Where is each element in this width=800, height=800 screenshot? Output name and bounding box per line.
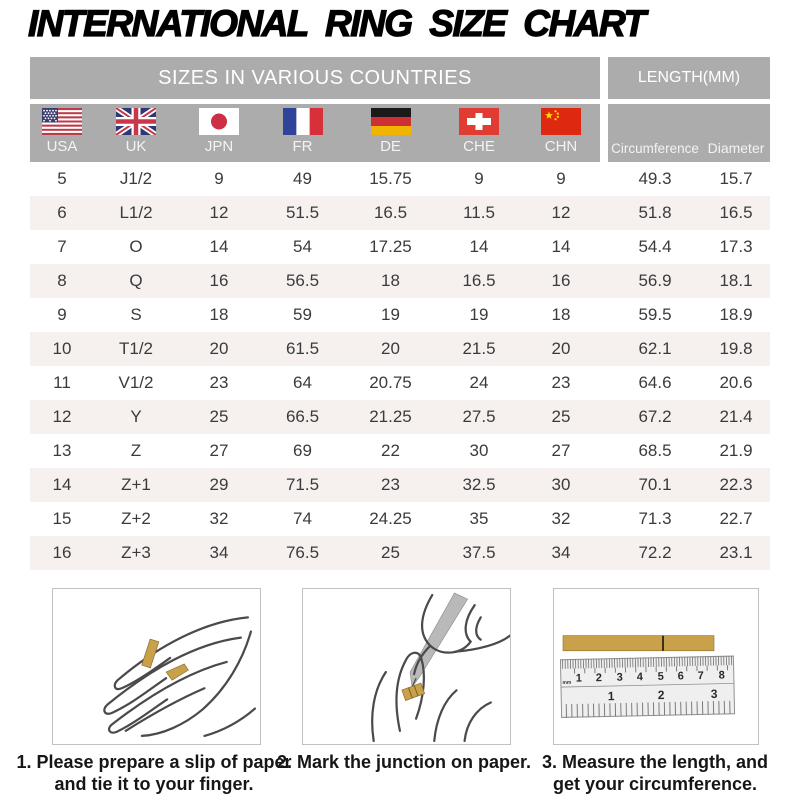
table-cell: 17.3 xyxy=(719,237,753,256)
table-cell: 30 xyxy=(551,475,571,494)
table-cell: Z+1 xyxy=(121,475,151,494)
table-cell: 25 xyxy=(551,407,571,426)
table-cell: 59.5 xyxy=(638,305,672,324)
table-cell: Z+3 xyxy=(121,543,151,562)
table-cell: 20.6 xyxy=(719,373,753,392)
column-label: JPN xyxy=(204,138,234,155)
table-cell: 18 xyxy=(209,305,229,324)
table-row xyxy=(30,366,770,400)
pen-marking-illustration xyxy=(303,589,510,744)
table-cell: 32.5 xyxy=(462,475,496,494)
table-cell: 19 xyxy=(469,305,489,324)
caption-line: 3. Measure the length, and xyxy=(541,752,769,772)
table-cell: 18 xyxy=(381,271,400,290)
caption-line: and tie it to your finger. xyxy=(54,774,254,794)
table-cell: 8 xyxy=(57,271,67,290)
table-cell: 19 xyxy=(381,305,400,324)
table-cell: 14 xyxy=(551,237,571,256)
svg-text:2: 2 xyxy=(595,672,603,685)
table-cell: 16.5 xyxy=(462,271,496,290)
table-row xyxy=(30,332,770,366)
column-label: USA xyxy=(46,138,78,155)
table-cell: 15.7 xyxy=(719,169,753,188)
table-cell: 21.9 xyxy=(719,441,753,460)
table-cell: 67.2 xyxy=(638,407,672,426)
length-columns xyxy=(608,104,770,162)
table-cell: 11.5 xyxy=(463,203,495,222)
table-cell: 16.5 xyxy=(373,203,408,222)
page-title: INTERNATIONAL RING SIZE CHART xyxy=(28,3,645,44)
table-cell: 72.2 xyxy=(638,543,672,562)
ring-size-table xyxy=(30,57,770,570)
table-cell: 23 xyxy=(381,475,400,494)
svg-text:5: 5 xyxy=(657,670,664,683)
table-cell: 12 xyxy=(551,203,571,222)
table-cell: 27 xyxy=(209,441,229,460)
illustration-box-1 xyxy=(52,588,261,745)
table-cell: 10 xyxy=(52,339,72,358)
table-cell: 21.4 xyxy=(719,407,753,426)
caption-line: 1. Please prepare a slip of paper xyxy=(16,752,292,772)
switzerland-flag-icon xyxy=(459,108,499,135)
table-cell: 22.3 xyxy=(719,475,753,494)
column-header-diameter: Diameter xyxy=(707,140,765,156)
table-cell: 20 xyxy=(209,339,229,358)
table-cell: 22.7 xyxy=(719,509,753,528)
table-row xyxy=(30,162,770,196)
table-cell: 5 xyxy=(57,169,67,188)
table-row xyxy=(30,298,770,332)
table-cell: 49.3 xyxy=(638,169,672,188)
hand-with-paper-illustration xyxy=(53,589,260,744)
table-cell: 56.9 xyxy=(638,271,672,290)
table-row xyxy=(30,230,770,264)
table-cell: 25 xyxy=(381,543,400,562)
column-header-circumference: Circumference xyxy=(611,141,699,156)
table-cell: 12 xyxy=(52,407,72,426)
header-divider xyxy=(600,104,608,162)
group-header-length: LENGTH(MM) xyxy=(608,57,770,99)
table-cell: 56.5 xyxy=(285,271,320,290)
country-columns xyxy=(30,104,600,162)
table-cell: 29 xyxy=(209,475,229,494)
table-cell: 14 xyxy=(469,237,489,256)
table-cell: 35 xyxy=(469,509,489,528)
table-row xyxy=(30,536,770,570)
table-cell: 64 xyxy=(293,373,312,392)
table-cell: 37.5 xyxy=(462,543,496,562)
france-flag-icon xyxy=(283,108,323,135)
table-cell: 25 xyxy=(209,407,229,426)
table-cell: 9 xyxy=(556,169,566,188)
table-cell: 15 xyxy=(52,509,72,528)
table-cell: 30 xyxy=(469,441,489,460)
column-header-che xyxy=(436,104,522,162)
table-cell: S xyxy=(130,305,142,324)
table-cell: 18.1 xyxy=(719,271,753,290)
table-cell: 27.5 xyxy=(462,407,496,426)
table-cell: V1/2 xyxy=(118,373,154,392)
table-cell: 16.5 xyxy=(719,203,753,222)
table-row xyxy=(30,196,770,230)
table-cell: Z+2 xyxy=(121,509,151,528)
germany-flag-icon xyxy=(371,108,411,135)
svg-text:6: 6 xyxy=(677,670,684,683)
illustration-box-3 xyxy=(553,588,759,745)
table-cell: 23.1 xyxy=(719,543,753,562)
caption-line: get your circumference. xyxy=(552,774,758,794)
column-label: UK xyxy=(125,138,147,155)
column-header-chn xyxy=(522,104,600,162)
ruler xyxy=(560,656,734,717)
table-cell: 54 xyxy=(293,237,312,256)
table-cell: 20.75 xyxy=(369,373,412,392)
header-divider xyxy=(600,57,608,99)
table-group-header xyxy=(30,57,770,99)
table-cell: 16 xyxy=(209,271,229,290)
table-cell: 14 xyxy=(52,475,72,494)
column-header-de xyxy=(345,104,436,162)
table-cell: 15.75 xyxy=(369,169,412,188)
svg-text:3: 3 xyxy=(710,686,718,702)
instruction-caption-3 xyxy=(515,751,795,795)
table-cell: 9 xyxy=(214,169,224,188)
table-cell: 69 xyxy=(293,441,312,460)
column-header-usa xyxy=(30,104,94,162)
table-row xyxy=(30,502,770,536)
table-cell: 27 xyxy=(551,441,571,460)
usa-flag-icon xyxy=(42,108,82,135)
table-cell: 6 xyxy=(57,203,67,222)
table-cell: T1/2 xyxy=(118,339,154,358)
table-cell: 17.25 xyxy=(369,237,412,256)
column-header-jpn xyxy=(178,104,260,162)
table-cell: O xyxy=(129,237,143,256)
table-cell: 32 xyxy=(209,509,229,528)
group-header-countries: SIZES IN VARIOUS COUNTRIES xyxy=(30,57,600,99)
svg-text:8: 8 xyxy=(718,669,725,682)
table-cell: 34 xyxy=(209,543,229,562)
table-cell: J1/2 xyxy=(119,169,153,188)
table-cell: 49 xyxy=(293,169,312,188)
table-cell: 19.8 xyxy=(719,339,753,358)
table-cell: 76.5 xyxy=(285,543,320,562)
instruction-caption-1 xyxy=(14,751,294,795)
svg-text:1: 1 xyxy=(607,689,615,704)
table-cell: 20 xyxy=(551,339,571,358)
table-cell: 51.5 xyxy=(285,203,320,222)
table-cell: 74 xyxy=(293,509,312,528)
table-cell: 18.9 xyxy=(719,305,753,324)
table-cell: 16 xyxy=(551,271,571,290)
table-cell: Z xyxy=(130,441,142,460)
svg-text:mm: mm xyxy=(562,679,572,687)
svg-text:7: 7 xyxy=(697,669,704,683)
table-row xyxy=(30,468,770,502)
instruction-caption-2 xyxy=(264,751,544,773)
table-cell: 13 xyxy=(52,441,72,460)
svg-text:1: 1 xyxy=(575,672,583,685)
china-flag-icon xyxy=(541,108,581,135)
table-cell: 54.4 xyxy=(638,237,672,256)
ruler-illustration xyxy=(554,589,758,744)
svg-text:3: 3 xyxy=(616,671,624,684)
table-cell: 23 xyxy=(551,373,571,392)
table-cell: 11 xyxy=(53,373,71,392)
table-cell: 61.5 xyxy=(285,339,320,358)
table-cell: 66.5 xyxy=(285,407,320,426)
svg-text:4: 4 xyxy=(636,671,643,684)
table-cell: 24.25 xyxy=(369,509,412,528)
table-cell: 9 xyxy=(474,169,484,188)
table-cell: 51.8 xyxy=(638,203,672,222)
table-cell: 22 xyxy=(381,441,400,460)
caption-line: 2. Mark the junction on paper. xyxy=(276,752,532,772)
table-cell: 16 xyxy=(52,543,72,562)
table-body xyxy=(30,162,770,570)
column-label: CHN xyxy=(544,138,578,155)
table-cell: 62.1 xyxy=(638,339,672,358)
table-cell: 64.6 xyxy=(638,373,672,392)
illustration-box-2 xyxy=(302,588,511,745)
table-cell: 12 xyxy=(209,203,229,222)
table-cell: 32 xyxy=(551,509,571,528)
column-label: DE xyxy=(380,138,401,155)
table-row xyxy=(30,434,770,468)
column-header-fr xyxy=(260,104,345,162)
table-cell: 7 xyxy=(57,237,67,256)
uk-flag-icon xyxy=(116,108,156,135)
table-cell: 24 xyxy=(469,373,489,392)
table-cell: 71.3 xyxy=(638,509,672,528)
table-cell: 71.5 xyxy=(285,475,320,494)
paper-strip xyxy=(563,636,714,651)
table-cell: 59 xyxy=(293,305,312,324)
table-cell: 9 xyxy=(57,305,67,324)
table-cell: 34 xyxy=(551,543,571,562)
japan-flag-icon xyxy=(199,108,239,135)
table-cell: 70.1 xyxy=(638,475,672,494)
table-cell: 21.5 xyxy=(462,339,496,358)
table-cell: Q xyxy=(129,271,143,290)
table-cell: L1/2 xyxy=(119,203,153,222)
table-cell: 21.25 xyxy=(369,407,412,426)
table-cell: 14 xyxy=(209,237,229,256)
column-label: FR xyxy=(292,138,313,155)
table-cell: 20 xyxy=(381,339,400,358)
column-header-uk xyxy=(94,104,178,162)
table-row xyxy=(30,400,770,434)
column-label: CHE xyxy=(463,138,495,155)
svg-text:2: 2 xyxy=(657,687,665,703)
table-row xyxy=(30,264,770,298)
table-cell: 68.5 xyxy=(638,441,672,460)
table-cell: 18 xyxy=(551,305,571,324)
table-cell: Y xyxy=(130,407,142,426)
flag-header-row xyxy=(30,104,770,162)
table-cell: 23 xyxy=(209,373,229,392)
